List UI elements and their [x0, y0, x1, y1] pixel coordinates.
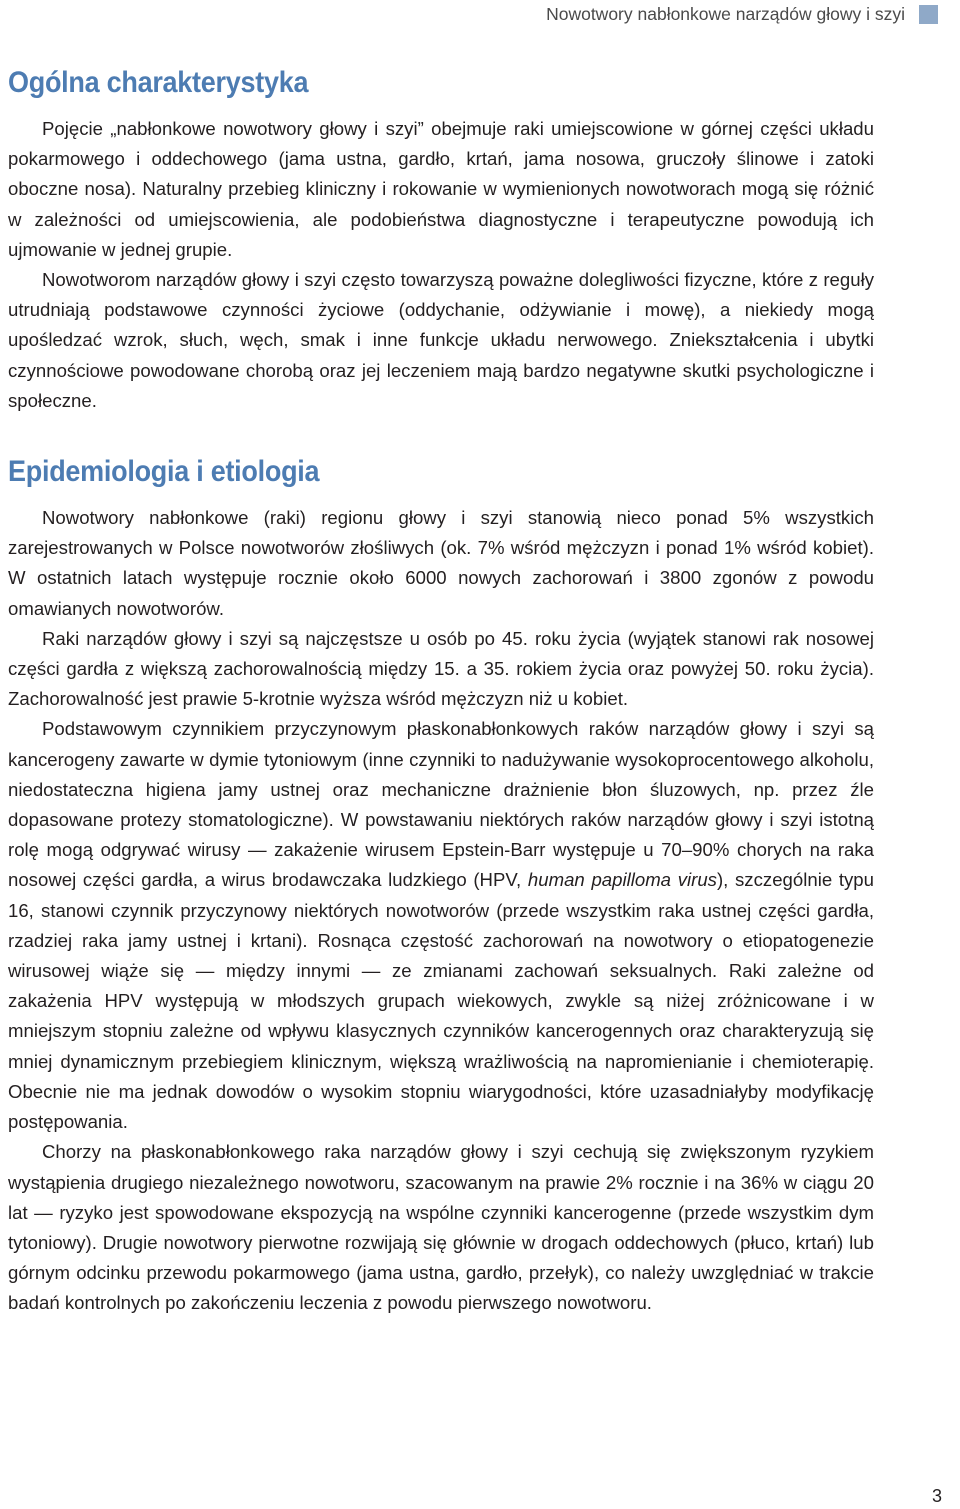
running-header: [546, 4, 938, 25]
latin-term: human papilloma virus: [527, 869, 717, 891]
paragraph-hpv: [8, 714, 874, 1137]
paragraph: Nowotwory nabłonkowe (raki) regionu głowy i szyi stanowią nieco ponad 5% wszystkich zarejestrowanych w Polsce nowotworów złośliwych (ok. 7% wśród mężczyzn i ponad 1% wśród kobiet). W ostatnich latach występuje rocznie około 6000 nowych zachorowań i 3800 zgonów z powodu omawianych nowotworów.: [8, 507, 874, 619]
running-title: Nowotwory nabłonkowe narządów głowy i szyi: [546, 4, 905, 24]
paragraph: Nowotworom narządów głowy i szyi często towarzyszą poważne dolegliwości fizyczne, które z reguły utrudniają podstawowe czynności życiowe (oddychanie, odżywianie i mowę), a niekiedy mogą upośledzać wzrok, słuch, węch, smak i inne funkcje układu nerwowego. Zniekształcenia i ubytki czynnościowe powodowane chorobą oraz jej leczeniem mają bardzo negatywne skutki psychologiczne i społeczne.: [8, 269, 874, 411]
paragraph: Raki narządów głowy i szyi są najczęstsze u osób po 45. roku życia (wyjątek stanowi rak nosowej części gardła z większą zachorowalnością między 15. a 35. rokiem życia oraz powyżej 50. roku życia). Zachorowalność jest prawie 5-krotnie wyższa wśród mężczyzn niż u kobiet.: [8, 627, 874, 710]
paragraph-text-cont: ), szczególnie typu 16, stanowi czynnik przyczynowy niektórych nowotworów (przede wszystkim raka ustnej części gardła, rzadziej raka jamy ustnej i krtani). Rosnąca częstość zachorowań na nowotwory o etiopatogenezie wirusowej wiąże się — między innymi — ze zmianami zachowań seksualnych. Raki zależne od zakażenia HPV występują w młodszych grupach wiekowych, zwykle są niżej zróżnicowane i w mniejszym stopniu zależne od wpływu klasycznych czynników kancerogennych oraz charakteryzują się mniej dynamicznym przebiegiem klinicznym, większą wrażliwością na napromienianie i chemioterapię. Obecnie nie ma jednak dowodów o wysokim stopniu wiarygodności, które uzasadniałyby modyfikację postępowania.: [8, 869, 874, 1133]
header-square-marker: [919, 5, 938, 24]
page-content: [8, 62, 874, 1319]
paragraph-text: Podstawowym czynnikiem przyczynowym płaskonabłonkowych raków narządów głowy i szyi są kancerogeny zawarte w dymie tytoniowym (inne czynniki to nadużywanie wysokoprocentowego alkoholu, niedostateczna higiena jamy ustnej oraz mechaniczne drażnienie błon śluzowych, np. przez źle dopasowane protezy stomatologiczne). W powstawaniu niektórych raków narządów głowy i szyi istotną rolę mogą odgrywać wirusy — zakażenie wirusem Epstein-Barr występuje u 70–90% chorych na raka nosowej części gardła, a wirus brodawczaka ludzkiego (HPV,: [8, 718, 874, 891]
section-title-epidemiology: Epidemiologia i etiologia: [8, 455, 320, 489]
paragraph: Chorzy na płaskonabłonkowego raka narządów głowy i szyi cechują się zwiększonym ryzykiem wystąpienia drugiego niezależnego nowotworu, szacowanym na prawie 2% rocznie i na 36% w ciągu 20 lat — ryzyko jest spowodowane ekspozycją na wspólne czynniki kancerogenne (przede wszystkim dym tytoniowy). Drugie nowotwory pierwotne rozwijają się głównie w drogach oddechowych (płuco, krtań) lub górnym odcinku przewodu pokarmowego (jama ustna, gardło, przełyk), co należy uwzględniać w trakcie badań kontrolnych po zakończeniu leczenia z powodu pierwszego nowotworu.: [8, 1141, 874, 1314]
section-body-epidemiology: [8, 503, 874, 1318]
page-number: 3: [931, 1486, 942, 1506]
paragraph: Pojęcie „nabłonkowe nowotwory głowy i szyi” obejmuje raki umiejscowione w górnej części układu pokarmowego i oddechowego (jama ustna, gardło, krtań, jama nosowa, gruczoły ślinowe i zatoki oboczne nosa). Naturalny przebieg kliniczny i rokowanie w wymienionych nowotworach mogą się różnić w zależności od umiejscowienia, ale podobieństwa diagnostyczne i terapeutyczne powodują ich ujmowanie w jednej grupie.: [8, 118, 874, 260]
section-title-general: Ogólna charakterystyka: [8, 66, 309, 99]
section-body-general: [8, 114, 874, 416]
